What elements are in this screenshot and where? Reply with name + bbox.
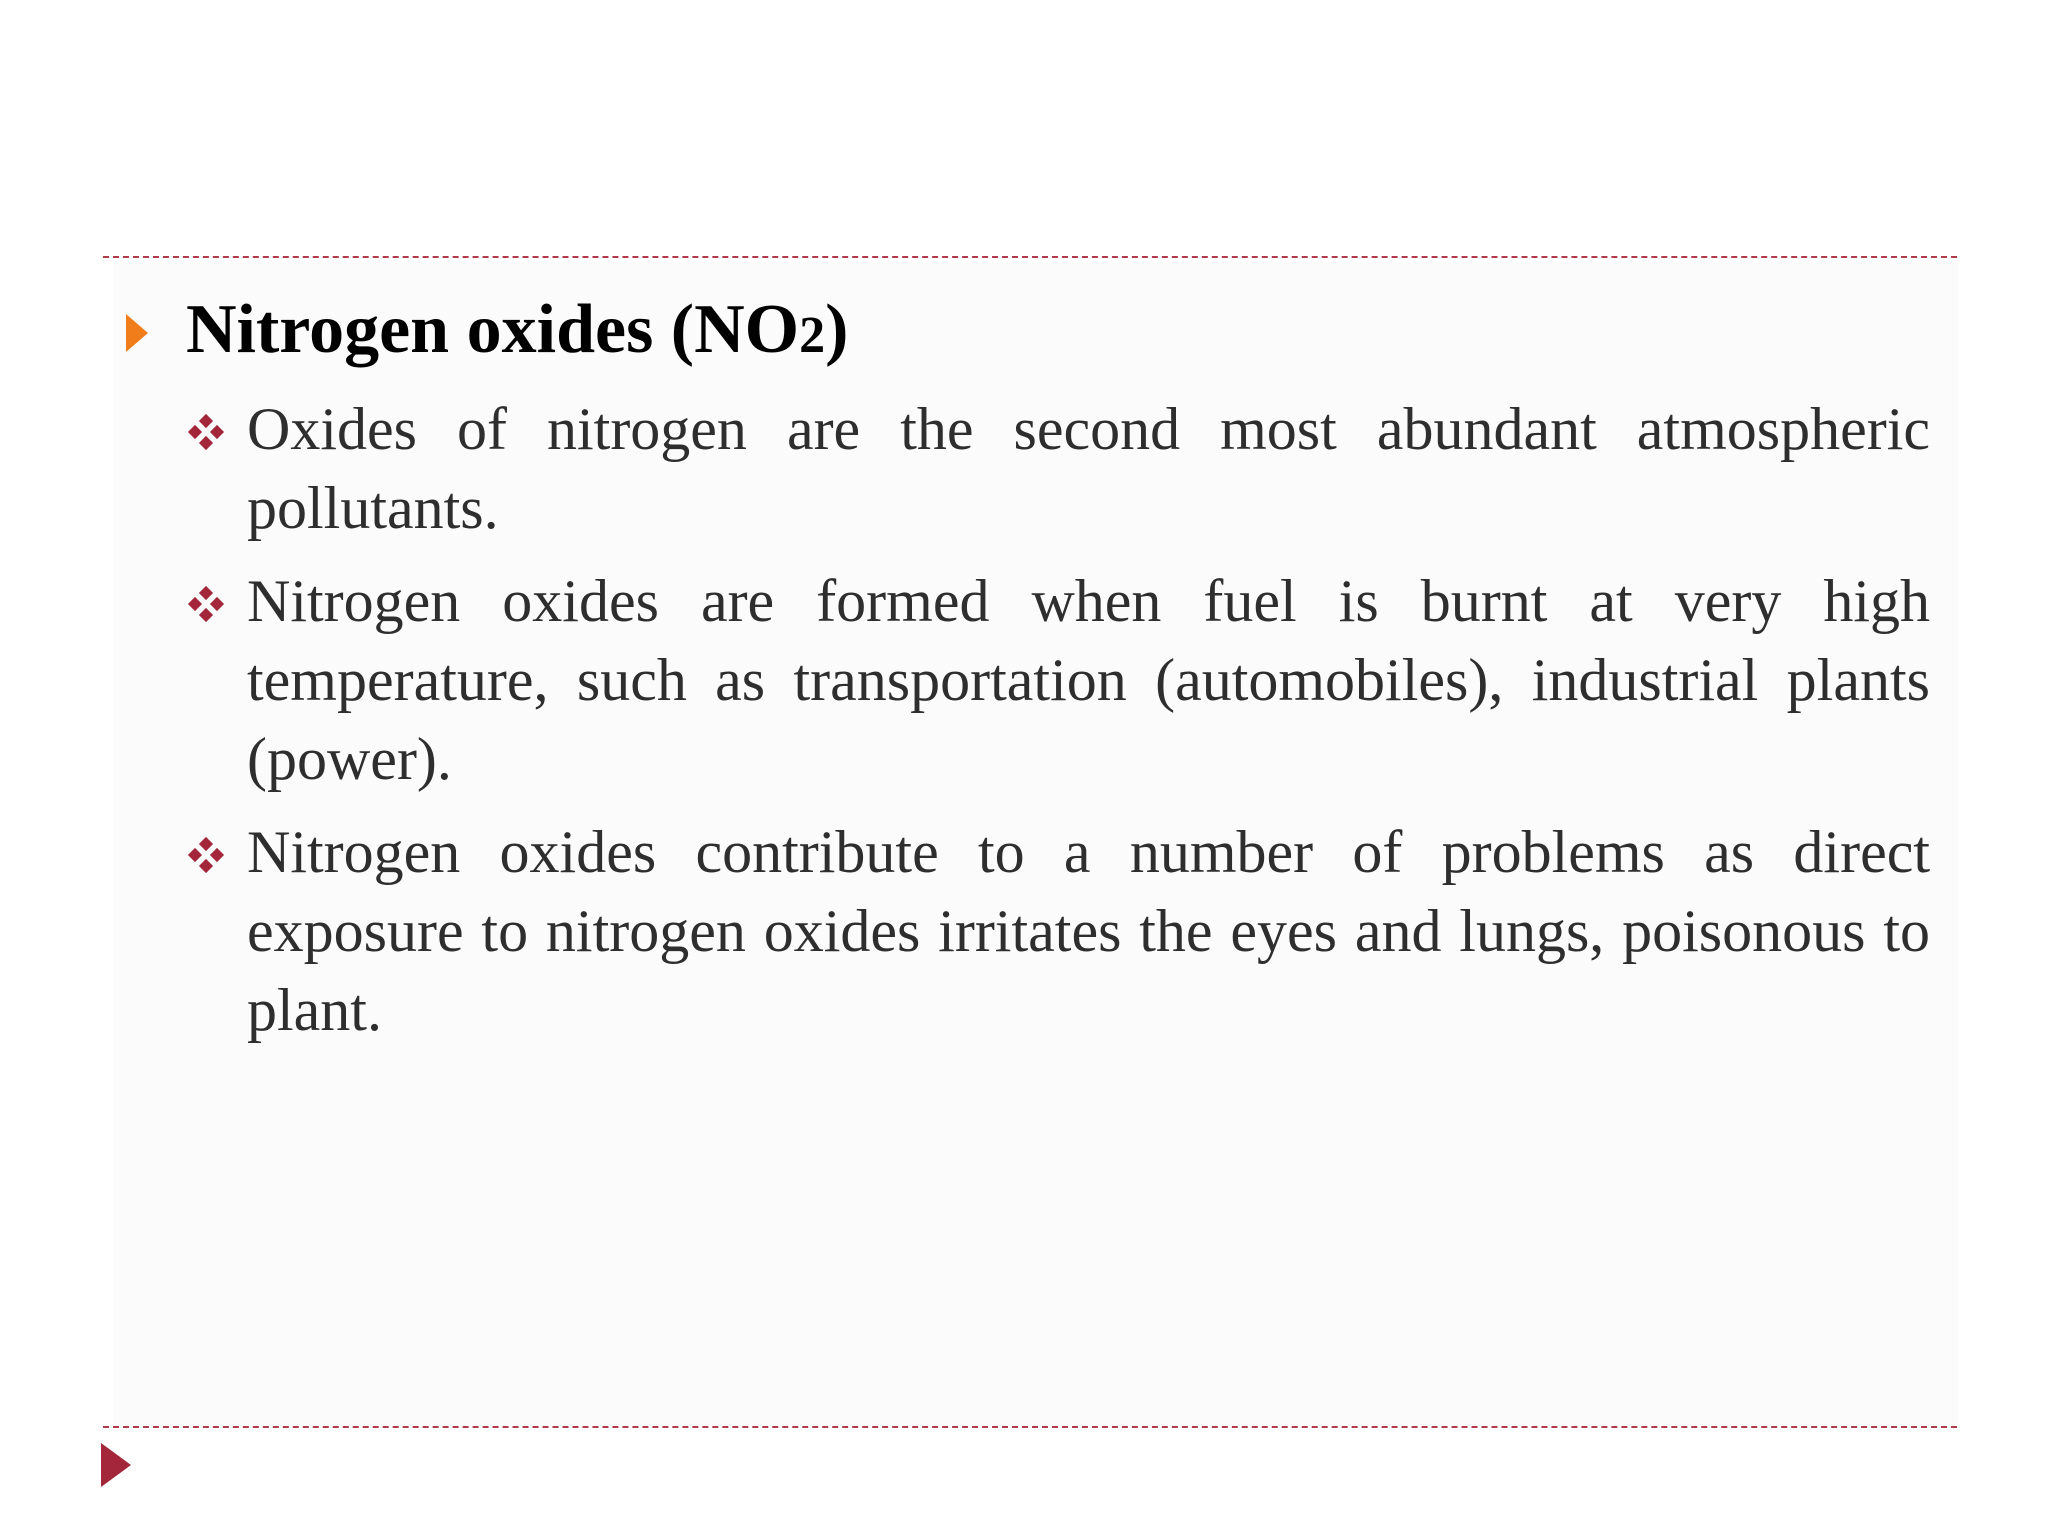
- bullet-text: Nitrogen oxides are formed when fuel is burnt at very high temperature, such as transportation (automobiles), industrial plants (power).: [247, 568, 1930, 792]
- bullet-item: [188, 390, 1930, 548]
- heading-text: Nitrogen oxides (NO: [186, 291, 800, 368]
- heading-row: [126, 288, 848, 378]
- bullet-text: Oxides of nitrogen are the second most abundant atmospheric pollutants.: [247, 396, 1930, 541]
- red-triangle-icon: [101, 1443, 131, 1487]
- heading-close: ): [825, 291, 849, 368]
- bullet-list: [188, 390, 1930, 1064]
- bullet-item: [188, 813, 1930, 1050]
- bullet-text: Nitrogen oxides contribute to a number of problems as direct exposure to nitrogen oxides irritates the eyes and lungs, poisonous to plant.: [247, 819, 1930, 1043]
- bottom-dashed-divider: [103, 1426, 1957, 1428]
- four-diamond-bullet-icon: [188, 414, 224, 450]
- slide-heading: [186, 285, 848, 381]
- four-diamond-bullet-icon: [188, 837, 224, 873]
- orange-triangle-bullet-icon: [126, 314, 148, 352]
- bullet-item: [188, 562, 1930, 799]
- four-diamond-bullet-icon: [188, 586, 224, 622]
- heading-subscript: 2: [799, 307, 826, 364]
- top-dashed-divider: [103, 256, 1957, 258]
